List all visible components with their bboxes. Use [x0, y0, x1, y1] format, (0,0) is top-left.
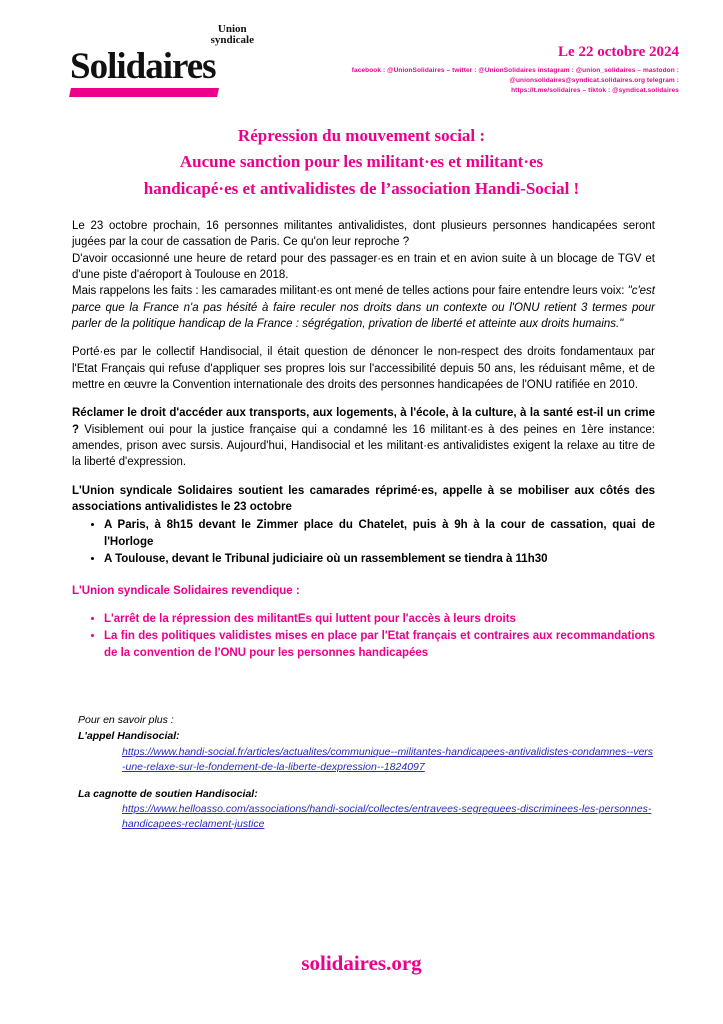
paragraph-handisocial [72, 344, 655, 393]
paragraph-reclamer [72, 405, 655, 470]
paragraph-reclamer-text [72, 405, 655, 470]
paragraph-reclamer-bold: Réclamer le droit d'accéder aux transports, aux logements, à l'école, à la culture, à la santé est-il un crime ? [72, 407, 655, 436]
actions-list [72, 517, 655, 567]
paragraph-quote: "c'est parce que la France n'a pas hésité à faire reculer nos droits dans un contexte ou l'ONU retient 3 termes pour parler de la politique handicap de la France : ségrégation, privation de liberté et atteinte aux droits humains." [72, 285, 655, 330]
social-line-1: facebook : @UnionSolidaires – twitter : @UnionSolidaires instagram : @union_solidaires – mastodon : [351, 67, 679, 74]
logo-wordmark: Solidaires [70, 46, 216, 87]
list-item: • A Paris, à 8h15 devant le Zimmer place du Chatelet, puis à 9h à la cour de cassation, quai de l'Horloge [104, 517, 655, 550]
social-handles [352, 66, 679, 95]
solidaires-logo [70, 23, 270, 97]
title-line-3: handicapé·es et antivalidistes de l’association Handi-Social ! [143, 178, 580, 198]
logo-union-line2: syndicale [210, 34, 254, 46]
paragraph-reclamer-rest: Visiblement oui pour la justice française qui a condamné les 16 militant·es à des peines en 1ère instance: amendes, prison avec sursis. Aujourd'hui, Handisocial et les militant·es antivalidistes exigent la relaxe au titre de la liberté d'expression. [72, 423, 655, 469]
paragraph-intro [72, 218, 655, 332]
cagnotte-link-wrap[interactable] [78, 802, 655, 832]
footer-resources [0, 713, 723, 833]
revendications-block [72, 583, 655, 661]
logo-underline-bar [69, 88, 219, 97]
list-item: • La fin des politiques validistes mises en place par l'Etat français et contraires aux recommandations de la convention de l'ONU pour les personnes handicapées [104, 628, 655, 661]
revendications-list [72, 611, 655, 661]
cagnotte-soutien-link[interactable]: https://www.helloasso.com/associations/handi-social/collectes/entravees-segreguees-discriminees-les-personnes-handicapees-reclament-justice [122, 803, 652, 831]
paragraph-intro-b: D'avoir occasionné une heure de retard pour des passager·es en train et en avion suite à un blocage de TGV et d'une piste d'aéroport à Toulouse en 2018. [72, 252, 655, 282]
cagnotte-label: La cagnotte de soutien Handisocial: [78, 787, 258, 800]
paragraph-intro-c-lead: Mais rappelons les faits : les camarades militant·es ont mené de telles actions pour faire entendre leurs voix: [72, 285, 628, 298]
list-item: • L'arrêt de la répression des militantEs qui luttent pour l'accès à leurs droits [104, 611, 655, 627]
appel-link-wrap[interactable] [78, 745, 655, 775]
paragraph-intro-c [72, 283, 655, 332]
title-line-1: Répression du mouvement social : [237, 126, 486, 145]
paragraph-soutien [72, 483, 655, 568]
appel-label: L'appel Handisocial: [78, 730, 180, 743]
appel-handisocial-link[interactable]: https://www.handi-social.fr/articles/actualites/communique--militantes-handicapees-antivalidistes-condamnes--vers-une-relaxe-sur-le-fondement-de-la-liberte-dexpression--1824097 [122, 745, 654, 773]
document-header [0, 0, 723, 97]
paragraph-soutien-text: L'Union syndicale Solidaires soutient les camarades réprimé·es, appelle à se mobiliser aux côtés des associations antivalidistes le 23 octobre [72, 484, 655, 513]
header-right-block [352, 30, 679, 95]
document-date: Le 22 octobre 2024 [558, 44, 679, 60]
logo-union-syndicale [211, 24, 254, 46]
paragraph-handisocial-text: Porté·es par le collectif Handisocial, il était question de dénoncer le non-respect des droits fondamentaux par l'Etat Français qui refuse d'appliquer ses propres lois sur l'accessibilité depuis 50 ans, les réduisant même, et de mettre en œuvre la Convention internationale des droits des personnes handicapées de l'ONU ratifiée en 2010. [72, 346, 655, 391]
site-url[interactable]: solidaires.org [301, 951, 422, 975]
title-line-2: Aucune sanction pour les militant·es et militant·es [179, 152, 544, 172]
social-line-3: https://t.me/solidaires – tiktok : @syndicat.solidaires [511, 86, 679, 94]
document-body [0, 202, 723, 661]
revendications-title: L'Union syndicale Solidaires revendique : [72, 585, 300, 598]
spacer [78, 775, 655, 787]
savoir-plus-label: Pour en savoir plus : [78, 714, 174, 727]
social-line-2: @unionsolidaires@syndicat.solidaires.org telegram : [509, 76, 679, 84]
logo-union-line1: Union [217, 23, 247, 35]
page-title [0, 97, 723, 202]
paragraph-intro-a: Le 23 octobre prochain, 16 personnes militantes antivalidistes, dont plusieurs personnes handicapées seront jugées par la cour de cassation de Paris. Ce qu'on leur reproche ? [72, 220, 655, 249]
list-item: • A Toulouse, devant le Tribunal judiciaire où un rassemblement se tiendra à 11h30 [104, 551, 655, 567]
